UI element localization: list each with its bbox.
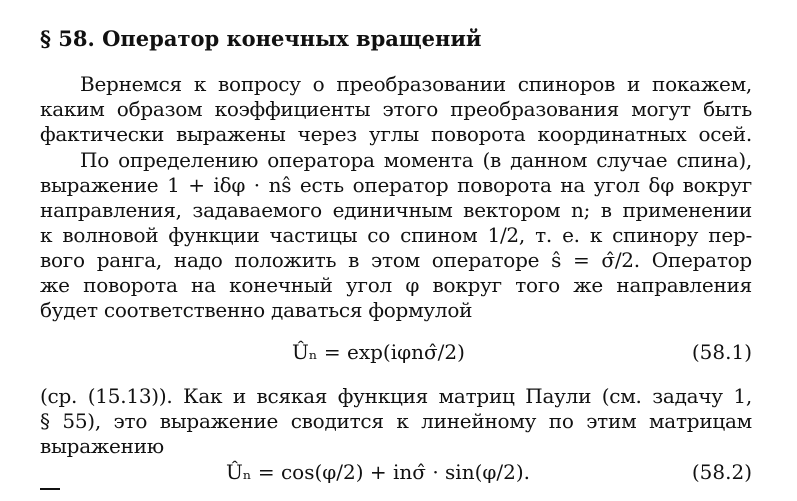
paragraph-3-line-1: (ср. (15.13)). Как и всякая функция матриц Паули (см. задачу 1, (40, 384, 752, 408)
paragraph-3-line-3: выражению (40, 434, 164, 458)
equation-58-2-formula: Ûₙ = cos(φ/2) + inσ̂ · sin(φ/2). (226, 460, 531, 484)
equation-58-2-number: (58.2) (691, 460, 752, 484)
equation-58-2 (40, 460, 752, 488)
paragraph-2-line-4: к волновой функции частицы со спином 1/2, т. е. к спинору пер- (40, 223, 752, 247)
equation-58-1 (40, 340, 752, 368)
paragraph-2-line-2: выражение 1 + iδφ · nŝ есть оператор поворота на угол δφ вокруг (40, 173, 752, 197)
paragraph-1-line-1: Вернемся к вопросу о преобразовании спиноров и покажем, (80, 72, 752, 96)
paragraph-3-line-2: § 55), это выражение сводится к линейному по этим матрицам (40, 409, 752, 433)
paragraph-1-line-3: фактически выражены через углы поворота координатных осей. (40, 122, 752, 146)
paragraph-2-line-1: По определению оператора момента (в данном случае спина), (80, 148, 752, 172)
section-title: § 58. Оператор конечных вращений (40, 26, 482, 51)
cut-off-next-line (40, 488, 60, 490)
paragraph-2-line-3: направления, задаваемого единичным вектором n; в применении (40, 198, 752, 222)
paragraph-2-line-5: вого ранга, надо положить в этом операторе ŝ = σ̂/2. Оператор (40, 248, 752, 272)
equation-58-1-number: (58.1) (691, 340, 752, 364)
paragraph-2-line-6: же поворота на конечный угол φ вокруг того же направления (40, 273, 752, 297)
paragraph-2-line-7: будет соответственно даваться формулой (40, 298, 473, 322)
equation-58-1-formula: Ûₙ = exp(iφnσ̂/2) (292, 340, 465, 364)
paragraph-1-line-2: каким образом коэффициенты этого преобразования могут быть (40, 97, 752, 121)
